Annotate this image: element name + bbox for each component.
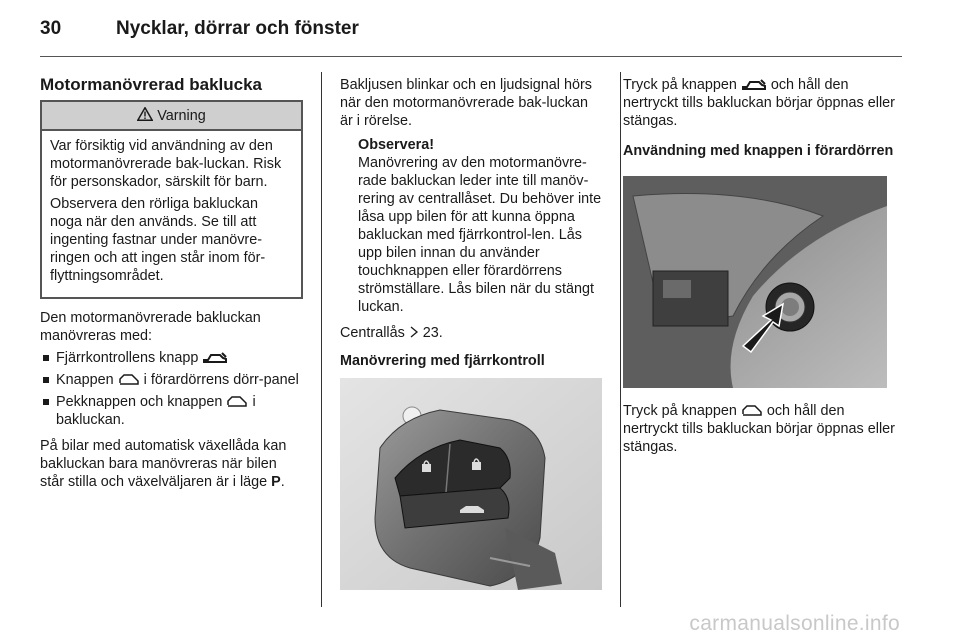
bullet-text: Fjärrkontrollens knapp <box>56 350 199 366</box>
instruction-text: Tryck på knappen <box>623 403 737 419</box>
reference-label: Centrallås <box>340 325 405 341</box>
bullet-text: i förardörrens dörr-panel <box>143 372 299 388</box>
column-divider <box>321 72 322 607</box>
column-divider <box>620 72 621 607</box>
bullet-square <box>43 355 49 361</box>
door-button-illustration <box>623 176 887 388</box>
instruction-text: Tryck på knappen <box>623 77 737 93</box>
watermark: carmanualsonline.info <box>689 612 900 635</box>
signal-text: Bakljusen blinkar och en ljudsignal hörs när den motormanövrerade bak-luckan är i rörelse. <box>340 77 592 129</box>
reference-page: 23. <box>422 325 443 341</box>
note-block <box>340 136 603 316</box>
door-panel-image <box>623 176 887 388</box>
tailgate-button-icon <box>118 373 140 387</box>
header-rule <box>40 56 902 57</box>
list-item <box>40 349 303 367</box>
warning-header <box>42 102 301 131</box>
warning-box <box>40 100 303 299</box>
page-reference-arrow-icon <box>409 326 419 338</box>
note-title: Observera! <box>358 137 434 153</box>
warning-triangle-icon <box>137 107 153 121</box>
car-tailgate-icon <box>202 351 228 365</box>
warning-paragraph-1: Var försiktig vid användning av den motormanövrerade bak-luckan. Risk för personskador, särskilt för barn. <box>50 138 282 190</box>
remote-key-image <box>340 378 602 590</box>
bullet-square <box>43 377 49 383</box>
remote-key-illustration <box>340 378 602 590</box>
auto-text: På bilar med automatisk växellåda kan bakluckan bara manövreras när bilen står stilla och växelväljaren är i läge <box>40 438 287 490</box>
list-item <box>40 393 303 429</box>
warning-title: Varning <box>157 108 206 124</box>
note-body: Manövrering av den motormanövre-rade bakluckan leder inte till manöv-rering av centrallåset. Du behöver inte låsa upp bilen för att kunna öppna bakluckan med fjärrkontrol-len. Lås upp bilen innan du använder touchknappen eller förardörrens strömställare. Lås bilen när du stängt luckan. <box>358 155 602 315</box>
page-header <box>40 18 359 40</box>
instruction-text: och håll den nertryckt tills bakluckan börjar öppnas eller stängas. <box>623 403 895 455</box>
remote-instruction <box>623 76 901 130</box>
cross-reference <box>340 324 603 342</box>
auto-text-end: . <box>280 474 285 490</box>
warning-body <box>42 131 301 297</box>
subheading-door-button: Användning med knappen i förardörren <box>623 143 894 159</box>
section-title: Motormanövrerad baklucka <box>40 75 263 94</box>
bullet-text: i bakluckan. <box>56 394 256 428</box>
column-3 <box>623 76 901 456</box>
bullet-square <box>43 399 49 405</box>
column-2 <box>340 76 603 590</box>
gear-position-p: P <box>271 474 281 490</box>
car-tailgate-icon <box>741 78 767 92</box>
bullet-text: Pekknappen och knappen <box>56 394 223 410</box>
tailgate-button-icon <box>226 395 248 409</box>
chapter-title: Nycklar, dörrar och fönster <box>116 18 359 39</box>
door-instruction <box>623 402 901 456</box>
page-number: 30 <box>40 18 62 39</box>
tailgate-button-icon <box>741 404 763 418</box>
instruction-text: och håll den nertryckt tills bakluckan börjar öppnas eller stängas. <box>623 77 895 129</box>
column-1 <box>40 76 303 491</box>
automatic-gearbox-text <box>40 437 303 491</box>
bullet-text: Knappen <box>56 372 114 388</box>
intro-text: Den motormanövrerade bakluckan manövreras med: <box>40 310 261 344</box>
subheading-remote: Manövrering med fjärrkontroll <box>340 353 545 369</box>
warning-paragraph-2: Observera den rörliga bakluckan noga när den används. Se till att ingenting fastnar under manövre-ringen och att ingen står inom för-flyttningsområdet. <box>50 196 266 284</box>
list-item <box>40 371 303 389</box>
